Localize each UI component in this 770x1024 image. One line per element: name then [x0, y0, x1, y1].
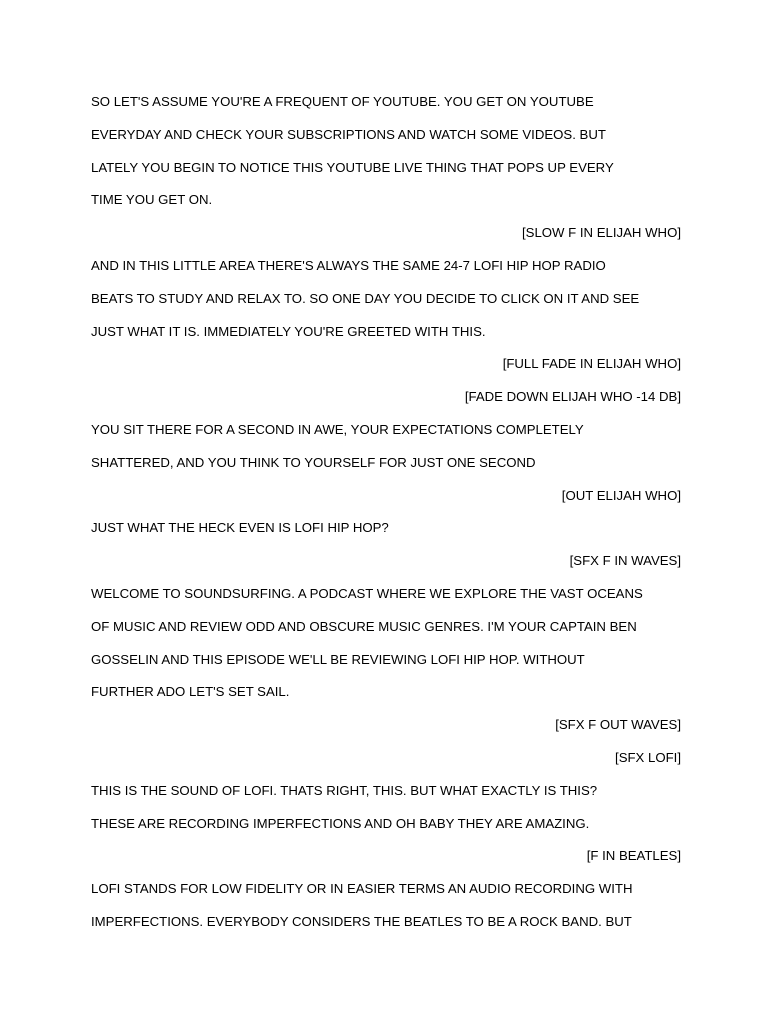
sound-cue: [FADE DOWN ELIJAH WHO -14 DB]: [464, 389, 681, 405]
script-line: OF MUSIC AND REVIEW ODD AND OBSCURE MUSIC GENRES. I'M YOUR CAPTAIN BEN: [91, 618, 637, 634]
script-line: IMPERFECTIONS. EVERYBODY CONSIDERS THE BEATLES TO BE A ROCK BAND. BUT: [91, 913, 632, 929]
sound-cue: [SFX LOFI]: [615, 749, 681, 765]
script-line: FURTHER ADO LET'S SET SAIL.: [91, 684, 290, 700]
sound-cue: [FULL FADE IN ELIJAH WHO]: [502, 356, 681, 372]
script-line: TIME YOU GET ON.: [91, 192, 213, 208]
script-line: JUST WHAT THE HECK EVEN IS LOFI HIP HOP?: [91, 520, 389, 536]
sound-cue: [F IN BEATLES]: [586, 848, 681, 864]
script-line: SHATTERED, AND YOU THINK TO YOURSELF FOR JUST ONE SECOND: [91, 454, 536, 470]
script-line: LATELY YOU BEGIN TO NOTICE THIS YOUTUBE LIVE THING THAT POPS UP EVERY: [91, 159, 614, 175]
script-line: BEATS TO STUDY AND RELAX TO. SO ONE DAY YOU DECIDE TO CLICK ON IT AND SEE: [91, 290, 640, 306]
script-line: JUST WHAT IT IS. IMMEDIATELY YOU'RE GREETED WITH THIS.: [91, 323, 486, 339]
script-line: AND IN THIS LITTLE AREA THERE'S ALWAYS THE SAME 24-7 LOFI HIP HOP RADIO: [91, 257, 606, 273]
script-line: GOSSELIN AND THIS EPISODE WE'LL BE REVIEWING LOFI HIP HOP. WITHOUT: [91, 651, 585, 667]
podcast-script: [91, 92, 681, 945]
sound-cue: [SFX F OUT WAVES]: [555, 717, 681, 733]
sound-cue: [SFX F IN WAVES]: [569, 553, 681, 569]
sound-cue: [OUT ELIJAH WHO]: [561, 487, 681, 503]
script-line: WELCOME TO SOUNDSURFING. A PODCAST WHERE WE EXPLORE THE VAST OCEANS: [91, 585, 643, 601]
script-line: SO LET'S ASSUME YOU'RE A FREQUENT OF YOUTUBE. YOU GET ON YOUTUBE: [91, 94, 594, 109]
sound-cue: [SLOW F IN ELIJAH WHO]: [522, 225, 681, 241]
script-line: EVERYDAY AND CHECK YOUR SUBSCRIPTIONS AND WATCH SOME VIDEOS. BUT: [91, 126, 606, 142]
script-line: LOFI STANDS FOR LOW FIDELITY OR IN EASIER TERMS AN AUDIO RECORDING WITH: [91, 881, 633, 897]
script-line: THESE ARE RECORDING IMPERFECTIONS AND OH BABY THEY ARE AMAZING.: [91, 815, 590, 831]
script-line: YOU SIT THERE FOR A SECOND IN AWE, YOUR EXPECTATIONS COMPLETELY: [91, 421, 584, 437]
script-line: THIS IS THE SOUND OF LOFI. THATS RIGHT, THIS. BUT WHAT EXACTLY IS THIS?: [91, 782, 598, 798]
